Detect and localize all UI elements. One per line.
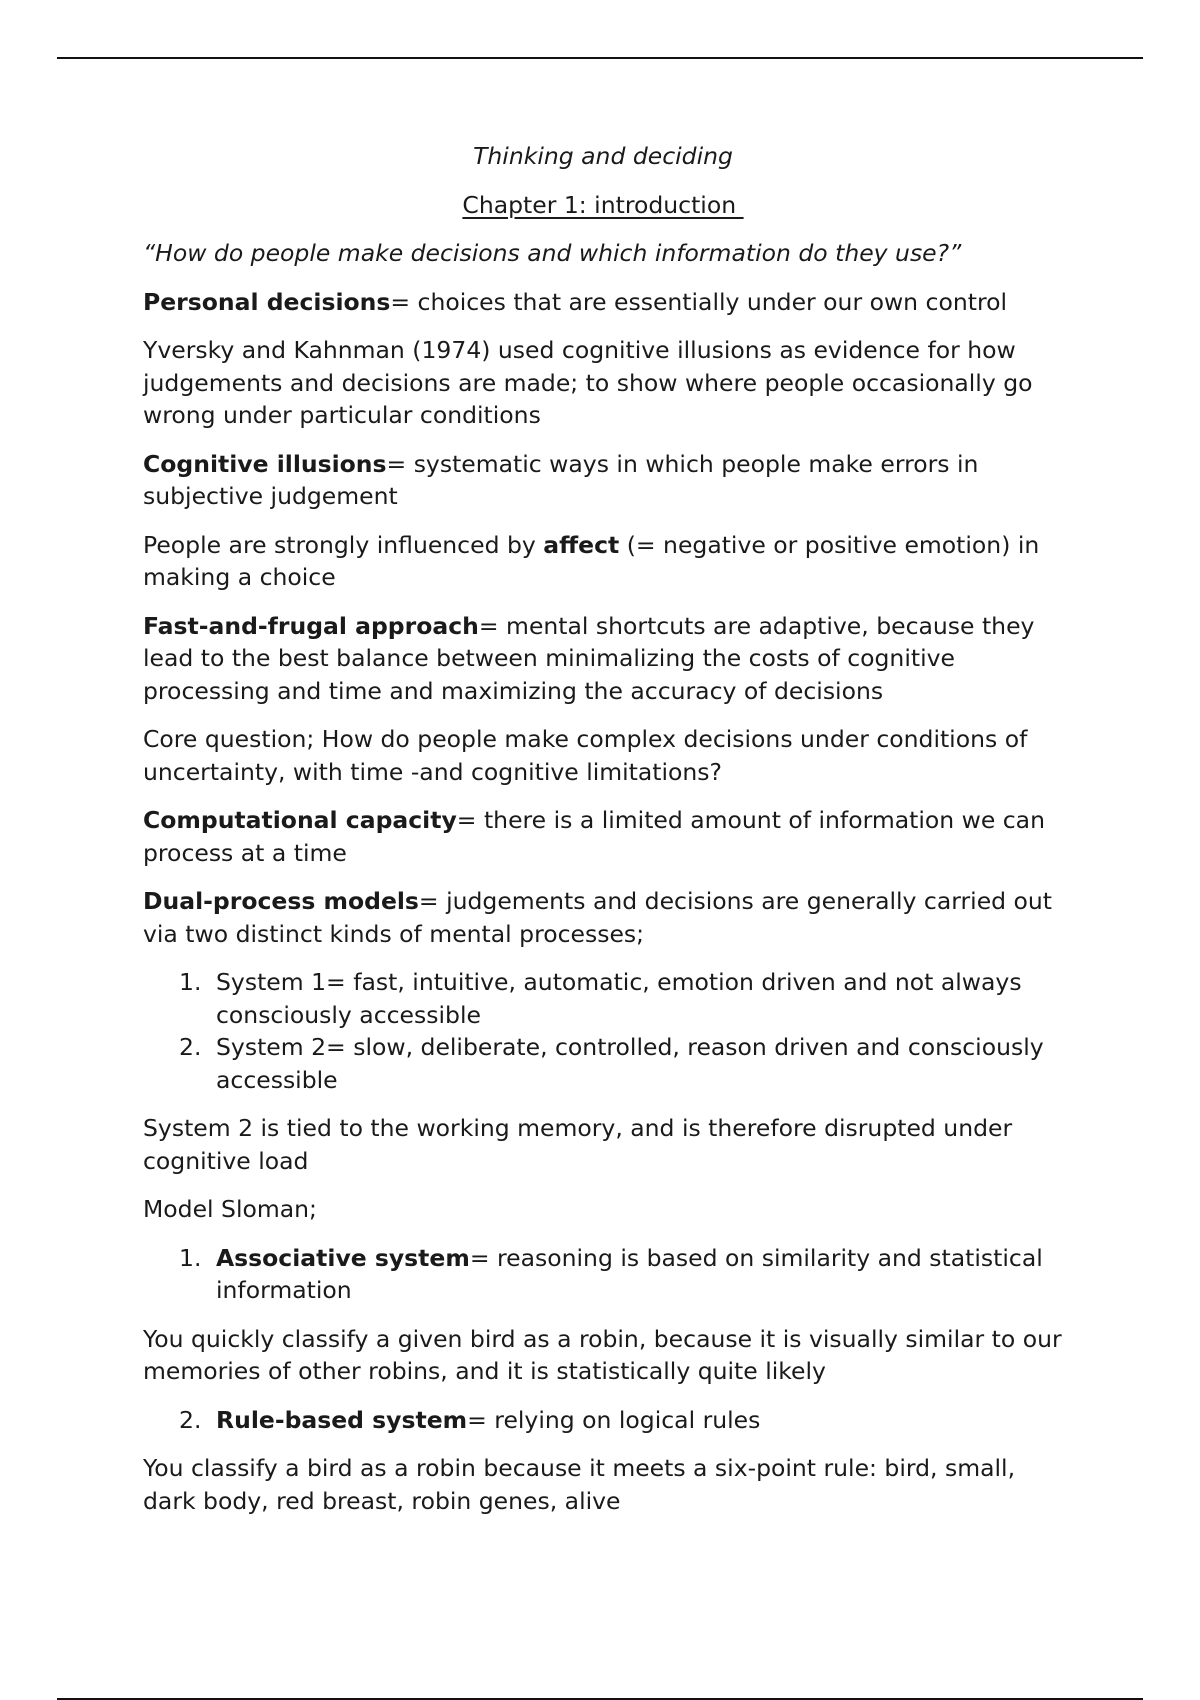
definition-text: = judgements and decisions are generally carried out via two distinct kinds of mental processes; [143,887,1053,948]
list-number: 1. [179,968,202,996]
rule-based-text: = relying on logical rules [467,1405,761,1434]
list-item-text: System 2= slow, deliberate, controlled, reason driven and consciously accessible [216,1033,1044,1094]
header-rule [57,57,1143,59]
definition-term: Fast-and-frugal approach [143,611,479,640]
list-item [143,1404,1063,1437]
affect-paragraph [143,529,1063,594]
affect-text-before: People are strongly influenced by [143,530,544,559]
fast-frugal-definition [143,610,1063,708]
definition-text: = mental shortcuts are adaptive, because they lead to the best balance between minimalizing the costs of cognitive processing and time and maximizing the accuracy of decisions [143,611,1035,705]
sloman-list-first [143,1242,1063,1307]
definition-text: = there is a limited amount of information we can process at a time [143,806,1045,867]
systems-list [143,966,1063,1096]
central-question: “How do people make decisions and which information do they use?” [143,239,962,267]
personal-decisions-definition [143,286,1063,319]
robin-example-1: You quickly classify a given bird as a robin, because it is visually similar to our memories of other robins, and it is statistically quite likely [143,1324,1062,1385]
yversky-paragraph: Yversky and Kahnman (1974) used cognitive illusions as evidence for how judgements and decisions are made; to show where people occasionally go wrong under particular conditions [143,336,1033,429]
list-number: 1. [179,1243,202,1272]
sloman-heading: Model Sloman; [143,1195,317,1223]
rule-based-term: Rule-based system [216,1405,468,1434]
chapter-heading: Chapter 1: introduction [462,190,744,219]
document-title: Thinking and deciding [473,142,733,170]
definition-term: Computational capacity [143,806,457,834]
cognitive-illusions-definition [143,448,1063,513]
associative-term: Associative system [216,1243,470,1272]
core-question: Core question; How do people make complex decisions under conditions of uncertainty, with time -and cognitive limitations? [143,725,1028,786]
list-number: 2. [179,1405,202,1434]
list-item [143,1031,1063,1096]
definition-term: Cognitive illusions [143,449,387,478]
sloman-list-second [143,1404,1063,1437]
definition-term: Personal decisions [143,287,391,316]
document-body [143,140,1063,1533]
list-number: 2. [179,1033,202,1061]
definition-text: = choices that are essentially under our own control [390,287,1007,316]
robin-example-2: You classify a bird as a robin because it meets a six-point rule: bird, small, dark body, red breast, robin genes, alive [143,1454,1016,1515]
definition-text: = systematic ways in which people make errors in subjective judgement [143,449,979,510]
list-item-text: System 1= fast, intuitive, automatic, emotion driven and not always consciously accessible [216,968,1022,1029]
computational-capacity-definition [143,804,1063,869]
list-item [143,966,1063,1031]
dual-process-definition [143,885,1063,950]
affect-term: affect [543,530,620,559]
list-item [143,1242,1063,1307]
definition-term: Dual-process models [143,887,419,915]
system2-paragraph: System 2 is tied to the working memory, and is therefore disrupted under cognitive load [143,1114,1013,1175]
associative-text: = reasoning is based on similarity and statistical information [216,1243,1043,1304]
affect-text-after: (= negative or positive emotion) in making a choice [143,530,1040,591]
